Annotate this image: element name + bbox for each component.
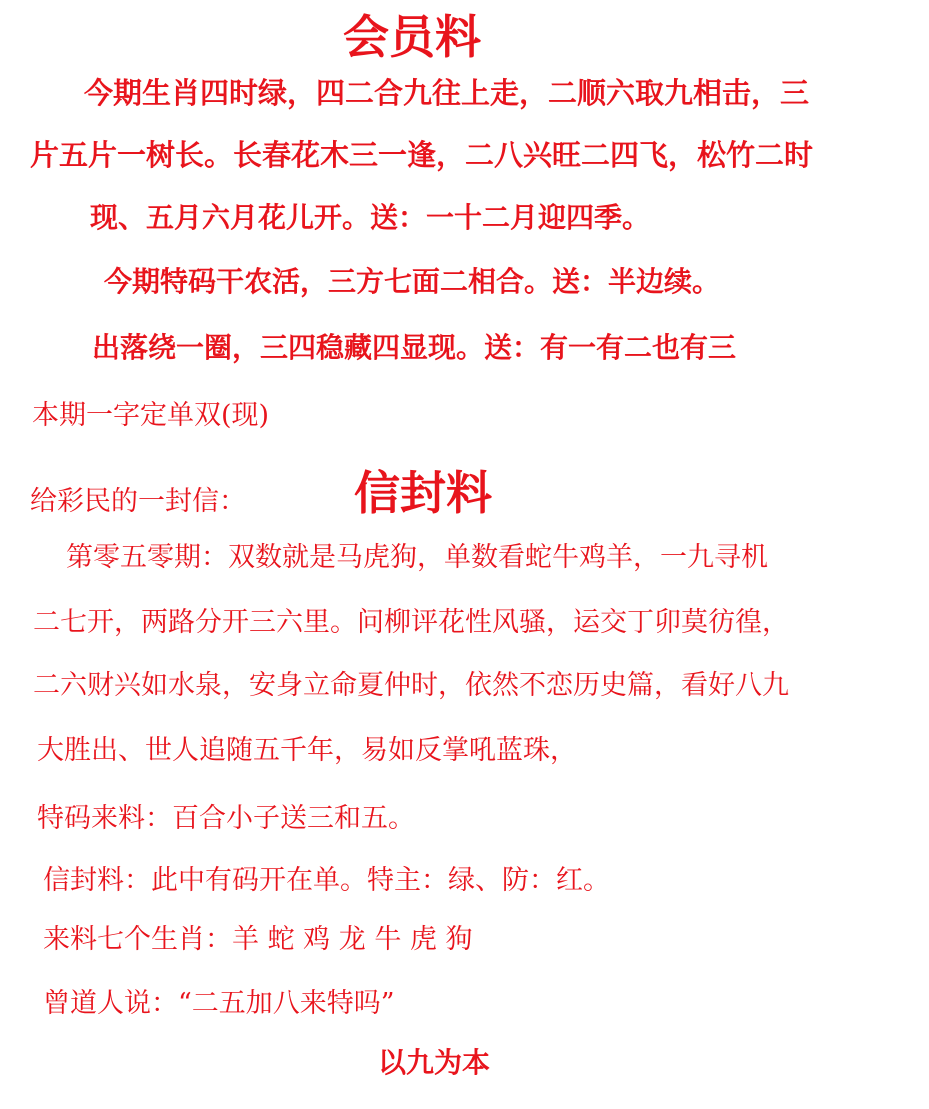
section2-line-5: 特码来料：百合小子送三和五。	[37, 803, 415, 834]
section2-line-4: 大胜出、世人追随五千年，易如反掌吼蓝珠，	[37, 735, 577, 766]
section2-title: 信封料	[354, 466, 492, 520]
section1-line-6: 本期一字定单双(现)	[32, 400, 270, 431]
section2-line-6: 信封料：此中有码开在单。特主：绿、防：红。	[43, 865, 610, 896]
section1-line-3: 现、五月六月花儿开。送：一十二月迎四季。	[90, 201, 651, 234]
section2-prefix: 给彩民的一封信：	[30, 486, 246, 517]
section2-line-7: 来料七个生肖：羊 蛇 鸡 龙 牛 虎 狗	[43, 924, 473, 955]
section1-line-2: 片五片一树长。长春花木三一逢，二八兴旺二四飞，松竹二时	[30, 138, 814, 172]
section2-line-1: 第零五零期：双数就是马虎狗，单数看蛇牛鸡羊，一九寻机	[66, 542, 768, 573]
section2-line-3: 二六财兴如水泉，安身立命夏仲时，依然不恋历史篇，看好八九	[33, 670, 789, 701]
section1-line-4: 今期特码干农活，三方七面二相合。送：半边续。	[104, 265, 721, 298]
section1-line-5: 出落绕一圈，三四稳藏四显现。送：有一有二也有三	[92, 331, 737, 364]
section2-footer: 以九为本	[378, 1046, 491, 1079]
section1-title: 会员料	[343, 10, 481, 64]
section2-line-8: 曾道人说：“二五加八来特吗”	[43, 988, 395, 1019]
section1-line-1: 今期生肖四时绿，四二合九往上走，二顺六取九相击，三	[84, 76, 810, 110]
section2-line-2: 二七开，两路分开三六里。问柳评花性风骚，运交丁卯莫彷徨，	[33, 607, 789, 638]
